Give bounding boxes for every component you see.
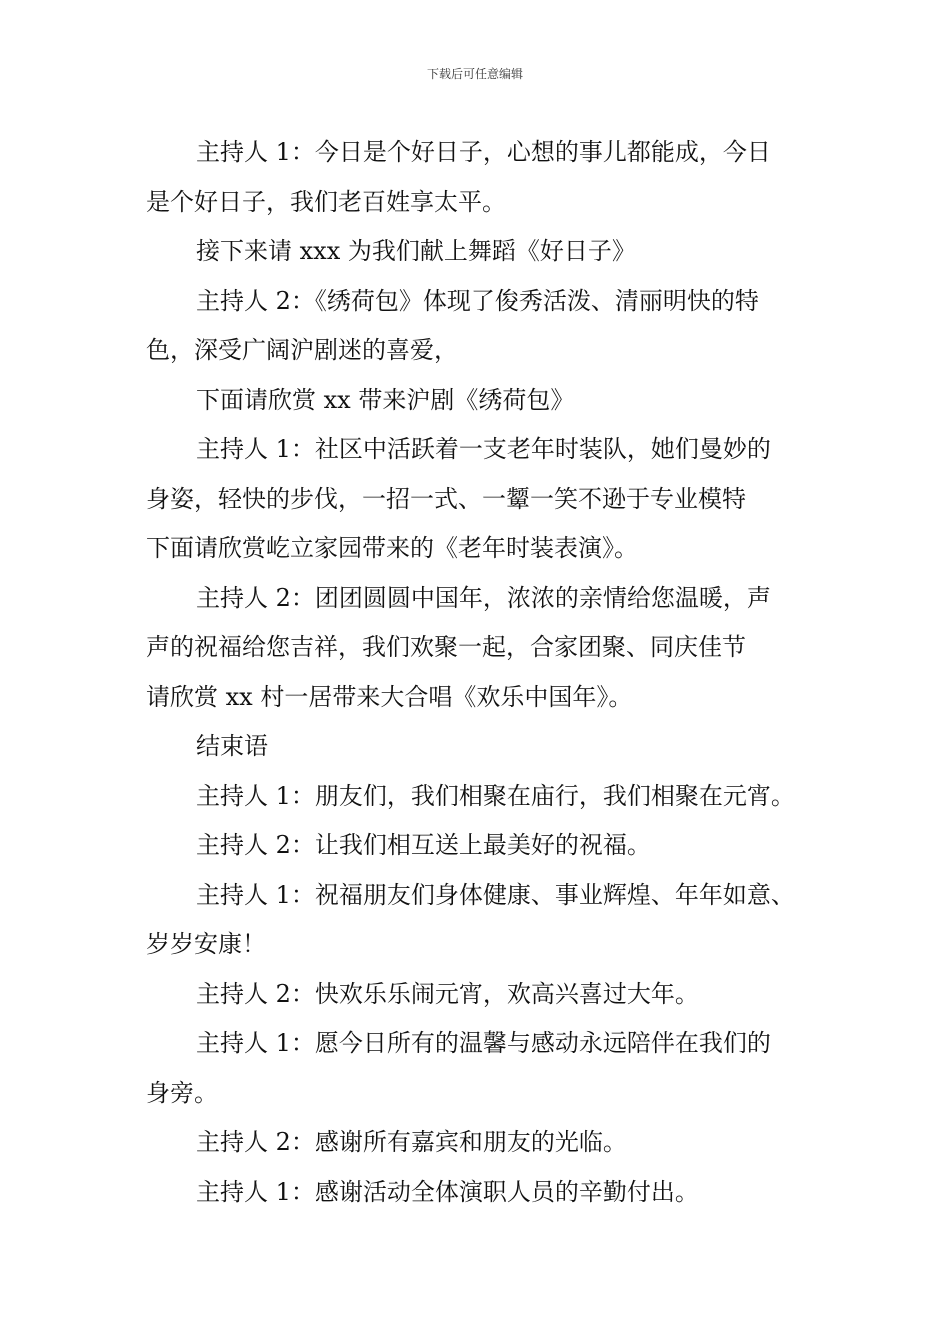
paragraph-line: 主持人 1：愿今日所有的温馨与感动永远陪伴在我们的 bbox=[196, 1029, 771, 1057]
paragraph-line: 主持人 2：《绣荷包》体现了俊秀活泼、清丽明快的特 bbox=[196, 286, 759, 315]
paragraph-14 bbox=[146, 1168, 808, 1218]
paragraph-line: 结束语 bbox=[196, 732, 268, 760]
paragraph-line: 主持人 1：祝福朋友们身体健康、事业辉煌、年年如意、 bbox=[196, 880, 795, 909]
paragraph-line: 主持人 2：感谢所有嘉宾和朋友的光临。 bbox=[196, 1128, 627, 1156]
paragraph-line: 主持人 2：让我们相互送上最美好的祝福。 bbox=[196, 831, 651, 859]
paragraph-line: 主持人 1：朋友们，我们相聚在庙行，我们相聚在元宵。 bbox=[196, 781, 795, 810]
document-body bbox=[146, 128, 808, 1217]
paragraph-line: 身姿，轻快的步伐，一招一式、一颦一笑不逊于专业模特 bbox=[146, 484, 746, 513]
paragraph-line: 主持人 1：感谢活动全体演职人员的辛勤付出。 bbox=[196, 1177, 699, 1206]
paragraph-12 bbox=[146, 1019, 808, 1118]
section-heading-closing bbox=[146, 722, 808, 772]
paragraph-line: 下面请欣赏 xx 带来沪剧《绣荷包》 bbox=[196, 385, 575, 414]
page-header: 下载后可任意编辑 bbox=[426, 67, 523, 81]
paragraph-8 bbox=[146, 772, 808, 822]
paragraph-line: 主持人 2：快欢乐乐闹元宵，欢高兴喜过大年。 bbox=[196, 979, 699, 1008]
paragraph-line: 请欣赏 xx 村一居带来大合唱《欢乐中国年》。 bbox=[146, 682, 633, 711]
paragraph-11 bbox=[146, 970, 808, 1020]
paragraph-line: 声的祝福给您吉祥，我们欢聚一起，合家团聚、同庆佳节 bbox=[146, 633, 746, 661]
paragraph-5 bbox=[146, 425, 808, 574]
paragraph-line: 主持人 2：团团圆圆中国年，浓浓的亲情给您温暖，声 bbox=[196, 583, 771, 612]
paragraph-10 bbox=[146, 871, 808, 970]
paragraph-3 bbox=[146, 277, 808, 376]
paragraph-line: 下面请欣赏屹立家园带来的《老年时装表演》。 bbox=[146, 534, 638, 562]
paragraph-line: 主持人 1：今日是个好日子，心想的事儿都能成，今日 bbox=[196, 138, 771, 166]
paragraph-line: 身旁。 bbox=[146, 1078, 218, 1107]
paragraph-line: 色，深受广阔沪剧迷的喜爱， bbox=[146, 336, 458, 364]
paragraph-2 bbox=[146, 227, 808, 277]
paragraph-line: 接下来请 xxx 为我们献上舞蹈《好日子》 bbox=[196, 237, 636, 265]
paragraph-6 bbox=[146, 574, 808, 723]
paragraph-13 bbox=[146, 1118, 808, 1168]
paragraph-9 bbox=[146, 821, 808, 871]
paragraph-4 bbox=[146, 376, 808, 426]
paragraph-line: 岁岁安康！ bbox=[146, 930, 266, 958]
paragraph-1 bbox=[146, 128, 808, 227]
paragraph-line: 主持人 1：社区中活跃着一支老年时装队，她们曼妙的 bbox=[196, 435, 771, 463]
paragraph-line: 是个好日子，我们老百姓享太平。 bbox=[146, 187, 506, 216]
